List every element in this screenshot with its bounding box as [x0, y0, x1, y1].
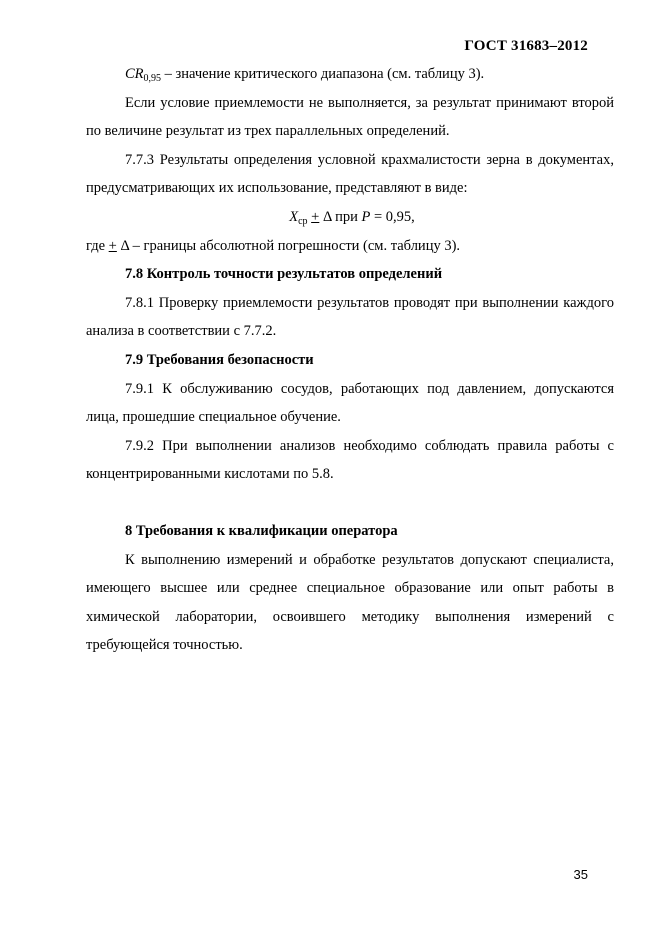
document-body: [86, 60, 614, 660]
cr-definition: [86, 60, 614, 89]
paragraph-8: К выполнению измерений и обработке результатов допускают специалиста, имеющего высшее или среднее специальное образование или опыт работы в химической лаборатории, освоившего методику выполнения измерений с требующейся точностью.: [86, 551, 614, 654]
where-text: Δ – границы абсолютной погрешности (см. таблицу 3).: [116, 237, 461, 254]
formula-value: = 0,95,: [370, 208, 415, 225]
formula-subscript: ср: [298, 215, 308, 227]
cr-symbol: CR: [125, 66, 144, 82]
cr-text: – значение критического диапазона (см. таблицу 3).: [161, 66, 485, 82]
formula-plusminus: +: [311, 208, 320, 225]
cr-subscript: 0,95: [143, 73, 162, 84]
formula-p: P: [361, 208, 371, 225]
document-header: ГОСТ 31683–2012: [464, 38, 588, 54]
where-plusminus: +: [108, 237, 117, 254]
paragraph-7-9-1: 7.9.1 К обслуживанию сосудов, работающих под давлением, допускаются лица, прошедшие специальное обучение.: [86, 380, 614, 426]
paragraph-7-7-3: 7.7.3 Результаты определения условной крахмалистости зерна в документах, предусматривающих их использование, представляют в виде:: [86, 151, 614, 197]
paragraph-7-9-2: 7.9.2 При выполнении анализов необходимо соблюдать правила работы с концентрированными кислотами по 5.8.: [86, 437, 614, 483]
where-definition: [86, 232, 614, 261]
section-gap: [86, 489, 614, 517]
heading-7-9: 7.9 Требования безопасности: [125, 351, 314, 368]
page-number: 35: [573, 867, 588, 882]
paragraph-7-8-1: 7.8.1 Проверку приемлемости результатов проводят при выполнении каждого анализа в соответствии с 7.7.2.: [86, 294, 614, 340]
formula: [86, 203, 614, 232]
heading-8: 8 Требования к квалификации оператора: [125, 522, 398, 539]
formula-delta: Δ при: [319, 208, 362, 225]
paragraph-condition: Если условие приемлемости не выполняется, за результат принимают второй по величине результат из трех параллельных определений.: [86, 94, 614, 140]
heading-7-8: 7.8 Контроль точности результатов определений: [125, 266, 443, 283]
formula-x: X: [289, 208, 299, 225]
where-prefix: где: [86, 237, 109, 254]
